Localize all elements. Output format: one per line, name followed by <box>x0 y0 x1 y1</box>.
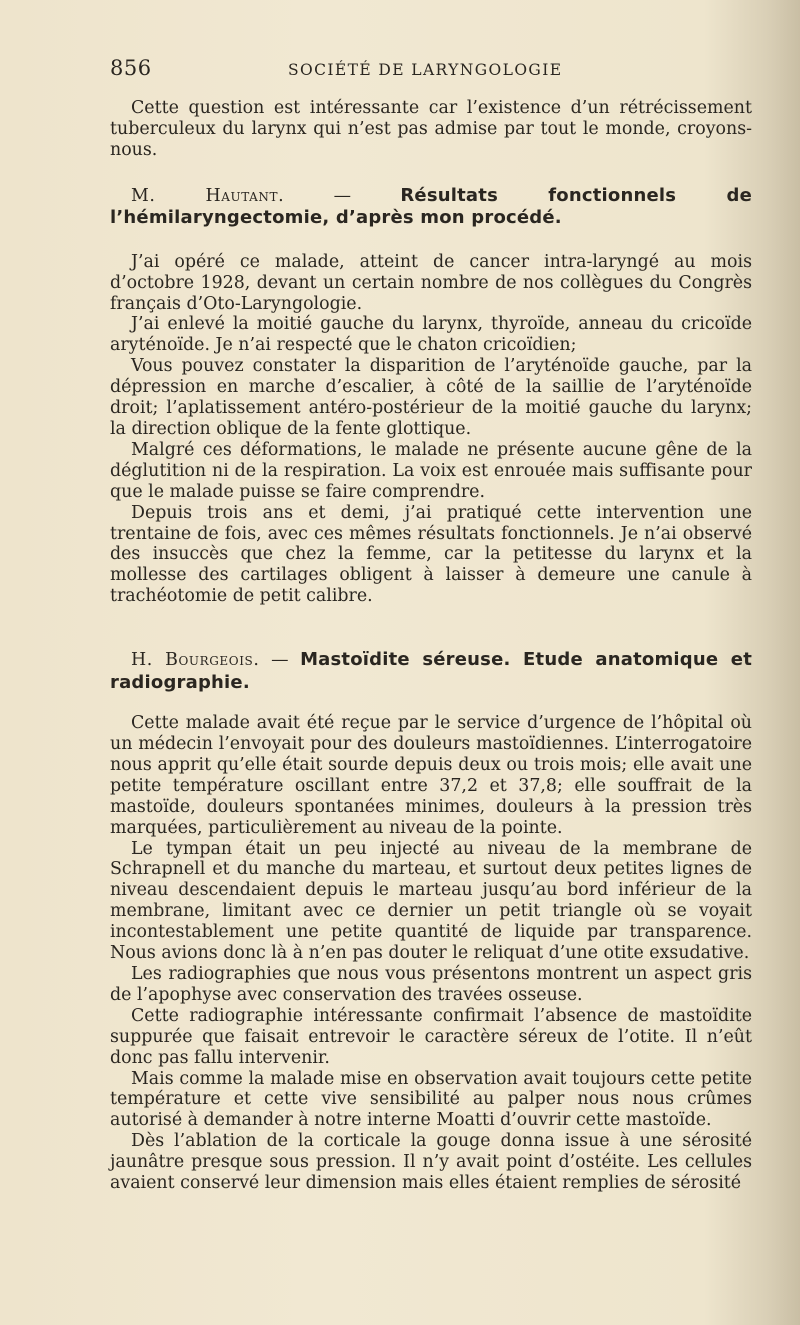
section-title: Mastoïdite séreuse. Etude anatomique et radiographie. <box>110 649 752 693</box>
heading-dash: — <box>284 185 401 206</box>
body-paragraph: Malgré ces déformations, le malade ne présente aucune gêne de la déglutition ni de la respiration. La voix est enrouée mais suffisante pour que le malade puisse se faire comprendre. <box>110 439 752 502</box>
page-number: 856 <box>110 56 152 80</box>
body-paragraph: Le tympan était un peu injecté au niveau de la membrane de Schrapnell et du manche du marteau, et surtout deux petites lignes de niveau descendaient depuis le marteau jusqu’au bord inférieur de la membrane, limitant avec ce dernier un petit triangle où se voyait incontestablement une petite quantité de liquide par transparence. Nous avions donc là à n’en pas douter le reliquat d’une otite exsudative. <box>110 838 752 964</box>
body-paragraph: Cette radiographie intéressante confirmait l’absence de mastoïdite suppurée que faisait entrevoir le caractère séreux de l’otite. Il n’eût donc pas fallu intervenir. <box>110 1005 752 1068</box>
heading-dash: — <box>259 650 301 671</box>
page-body <box>110 98 752 1194</box>
spacer <box>110 607 752 649</box>
intro-paragraph: Cette question est intéressante car l’existence d’un rétrécissement tuberculeux du larynx qui n’est pas admise par tout le monde, croyons-nous. <box>110 98 752 160</box>
body-paragraph: Dès l’ablation de la corticale la gouge donna issue à une sérosité jaunâtre presque sous pression. Il n’y avait point d’ostéite. Les cellules avaient conservé leur dimension mais elles étaient remplies de sérosité <box>110 1131 752 1194</box>
body-paragraph: Vous pouvez constater la disparition de l’aryténoïde gauche, par la dépression en marche d’escalier, à côté de la saillie de l’aryténoïde droit; l’aplatissement antéro-postérieur de la moitié gauche du larynx; la direction oblique de la fente glottique. <box>110 356 752 439</box>
body-paragraph: Mais comme la malade mise en observation avait toujours cette petite température et cette vive sensibilité au palper nous nous crûmes autorisé à demander à notre interne Moatti d’ouvrir cette mastoïde. <box>110 1068 752 1131</box>
body-paragraph: Les radiographies que nous vous présentons montrent un aspect gris de l’apophyse avec conservation des travées osseuse. <box>110 964 752 1005</box>
running-title: SOCIÉTÉ DE LARYNGOLOGIE <box>288 61 563 79</box>
section-author: H. Bourgeois. <box>131 650 260 671</box>
section-heading <box>110 649 752 694</box>
body-paragraph: Depuis trois ans et demi, j’ai pratiqué cette intervention une trentaine de fois, avec ces mêmes résultats fonctionnels. Je n’ai observé des insuccès que chez la femme, car la petitesse du larynx et la mollesse des cartilages obligent à laisser à demeure une canule à trachéotomie de petit calibre. <box>110 502 752 607</box>
spacer <box>110 694 752 713</box>
section-heading <box>110 185 752 230</box>
body-paragraph: Cette malade avait été reçue par le service d’urgence de l’hôpital où un médecin l’envoyait pour des douleurs mastoïdiennes. L’interrogatoire nous apprit qu’elle était sourde depuis deux ou trois mois; elle avait une petite température oscillant entre 37,2 et 37,8; elle souffrait de la mastoïde, douleurs spontanées minimes, douleurs à la pression très marquées, particulièrement au niveau de la pointe. <box>110 713 752 838</box>
spacer <box>110 230 752 252</box>
body-paragraph: J’ai opéré ce malade, atteint de cancer intra-laryngé au mois d’octobre 1928, devant un certain nombre de nos collègues du Congrès français d’Oto-Laryngologie. <box>110 251 752 314</box>
page-header <box>110 56 752 82</box>
body-paragraph: J’ai enlevé la moitié gauche du larynx, thyroïde, anneau du cricoïde aryténoïde. Je n’ai respecté que le chaton cricoïdien; <box>110 314 752 356</box>
section-title: Résultats fonctionnels de l’hémilaryngectomie, d’après mon procédé. <box>110 184 752 229</box>
spacer <box>110 161 752 185</box>
section-author: M. Hautant. <box>131 185 285 206</box>
